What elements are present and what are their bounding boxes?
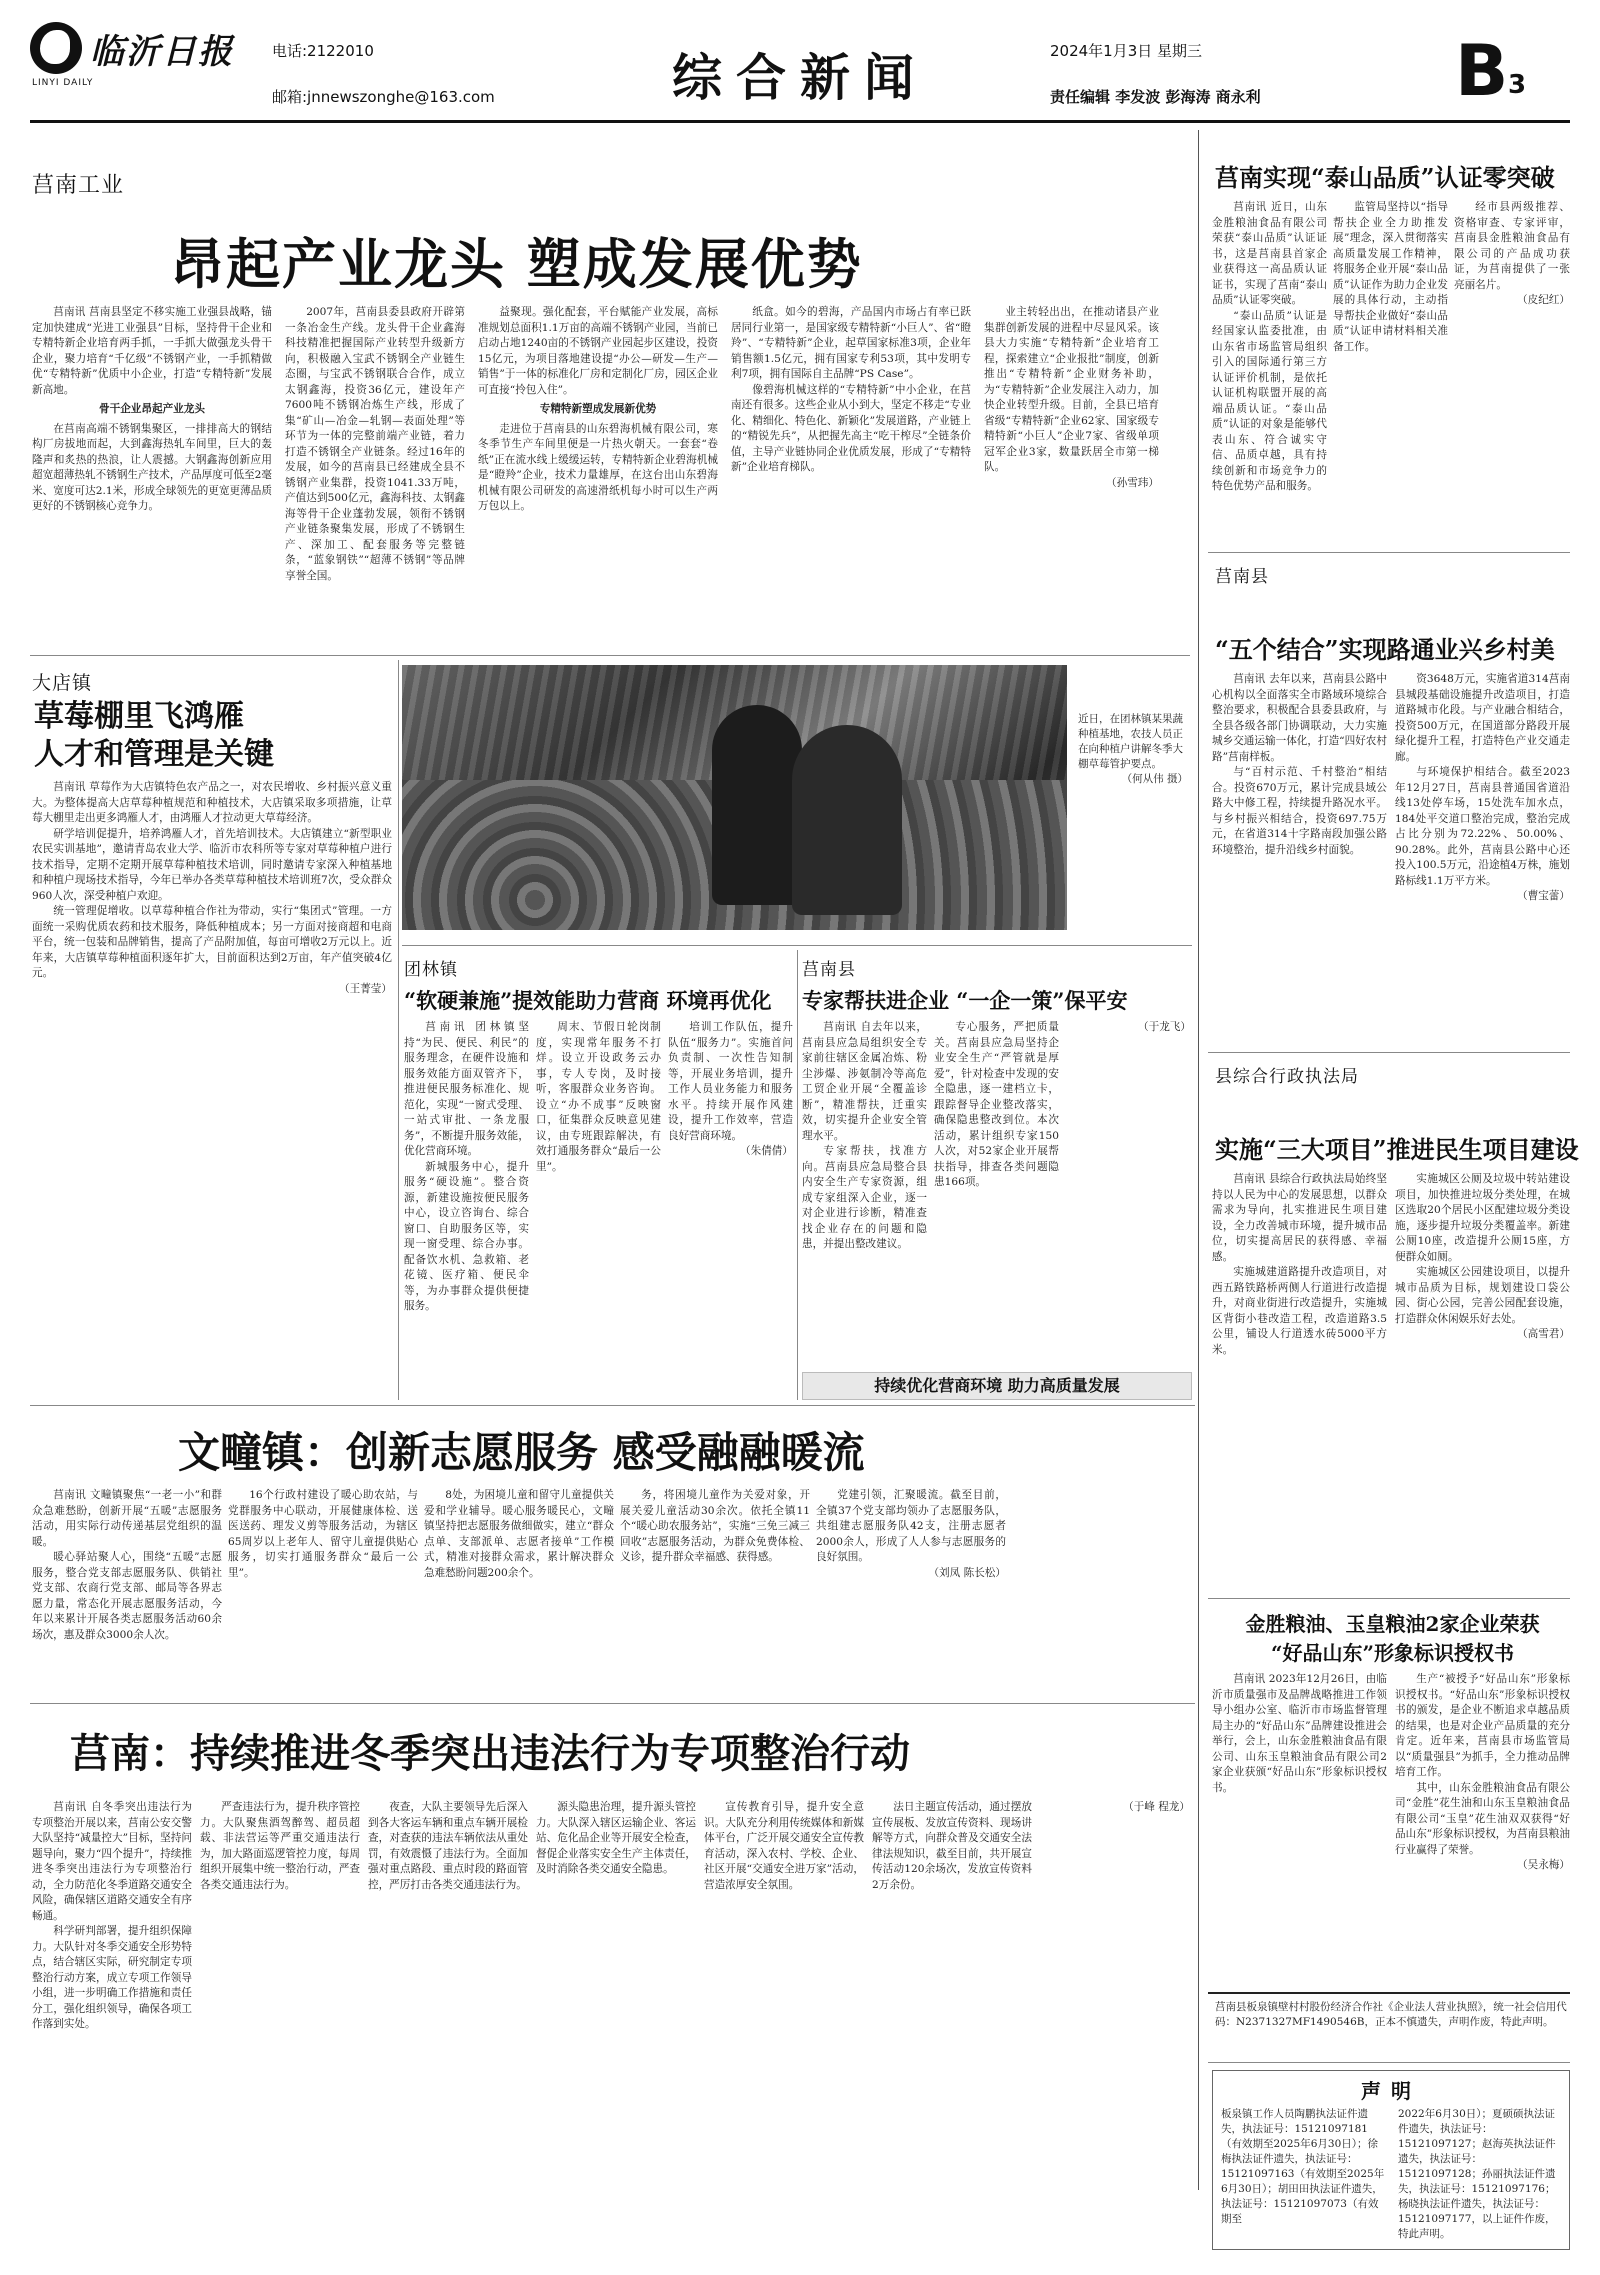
byline: （朱倩倩） — [740, 1145, 793, 1157]
page-letter: B — [1455, 30, 1509, 112]
byline: （皮纪红） — [1517, 294, 1570, 306]
paragraph: 益聚现。强化配套，平台赋能产业发展，高标准规划总面积1.1万亩的高端不锈钢产业园，当前已启动占地1240亩的不锈钢产业园起步区建设，投资15亿元，为项目落地建设提“办公—研发—生产—销售”于一体的标准化厂房和定制化厂房，园区企业可直接“拎包入住”。 — [478, 306, 718, 396]
section-divider — [1208, 552, 1570, 553]
page-number: 3 — [1508, 70, 1527, 100]
paragraph: 专家帮扶，找准方向。莒南县应急局整合县内安全生产专家资源，组成专家组深入企业，逐一对企业进行诊断，精准查找企业存在的问题和隐患，并提出整改建议。 — [802, 1145, 927, 1250]
paragraph: 周末、节假日轮岗制度，实现常年服务不打烊。设立开设政务云办事，专人专岗，及时接听，客服群众业务咨询。设立“办不成事”反映窗口，征集群众反映意见建议，由专班跟踪解决，有效打通服务群众“最后一公里”。 — [536, 1021, 661, 1173]
traffic-headline: 莒南：持续推进冬季突出违法行为专项整治行动 — [70, 1731, 910, 1777]
paragraph: 暖心驿站聚人心，围绕“五暖”志愿服务，整合党支部志愿服务队、供销社党支部、农商行党支部、邮局等各界志愿力量，常态化开展志愿服务活动，今年以来累计开展各类志愿服务活动60余场次，惠及群众3000余人次。 — [32, 1551, 222, 1641]
paragraph: 2007年，莒南县委县政府开辟第一条冶金生产线。龙头骨干企业鑫海科技精准把握国际产业转型升级新方向，积极融入宝武不锈钢全产业链生态圈，与宝武不锈钢联合合作，成立太钢鑫海，投资36亿元，建设年产7600吨不锈钢冶炼生产线，形成了集“矿山—冶金—轧钢—表面处理”等环节为一体的完整前端产业链，着力打造不锈钢全产业链条。经过16年的发展，如今的莒南县已经建成全县不锈钢产业集群，投资1041.33万吨，产值达到500亿元，鑫海科技、太钢鑫海等骨干企业蓬勃发展，领衔不锈钢产业链条聚集发展，形成了不锈钢生产、深加工、配套服务等完整链条，“蓝象钢铁”“超薄不锈钢”等品牌享誉全国。 — [285, 306, 465, 582]
section-divider — [1208, 1052, 1570, 1053]
byline: （孙雪玮） — [1106, 476, 1159, 489]
lead-subhead-2: 专精特新塑成发展新优势 — [539, 403, 657, 415]
wujiehe-col-2 — [1395, 672, 1570, 1047]
logo-english: LINYI DAILY — [32, 78, 94, 88]
strawberry-headline-line-2: 人才和管理是关键 — [34, 736, 274, 772]
wujiehe-headline: “五个结合”实现路通业兴乡村美 — [1215, 635, 1555, 664]
section-title: 综合新闻 — [672, 49, 928, 107]
tuanlin-col-3 — [668, 1020, 793, 1395]
paragraph: 莒南讯 自去年以来，莒南县应急局组织安全专家前往辖区金属冶炼、粉尘涉爆、涉氨制冷等高危工贸企业开展“全覆盖诊断”，精准帮扶，迁重实效，切实提升企业安全管理水平。 — [802, 1021, 927, 1142]
paragraph: 宣传教育引导，提升安全意识。大队充分利用传统媒体和新媒体平台，广泛开展交通安全宣传教育活动，深入农村、学校、企业、社区开展“交通安全进万家”活动，营造浓厚安全氛围。 — [704, 1801, 864, 1891]
strawberry-body — [32, 780, 392, 1400]
paragraph: 实施城区公园建设项目，以提升城市品质为目标，规划建设口袋公园、街心公园，完善公园配套设施，打造群众休闲娱乐好去处。 — [1395, 1266, 1570, 1325]
lead-column-1 — [32, 305, 272, 635]
byline: （于龙飞） — [1138, 1021, 1191, 1033]
tuanlin-headline: “软硬兼施”提效能助力营商 环境再优化 — [404, 988, 772, 1013]
paragraph: 在莒南高端不锈钢集聚区，一排排高大的钢结构厂房拔地而起，大到鑫海热轧车间里，巨大的轰隆声和炙热的热浪，让人震撼。大钢鑫海创新应用超宽超薄热轧不锈钢生产技术，产品厚度可低至2毫米、宽度可达2.1米，形成全球领先的更宽更薄品质更好的不锈钢核心竞争力。 — [32, 422, 272, 512]
declaration-title: 声明 — [1361, 2079, 1421, 2103]
taishan-col-3 — [1454, 200, 1570, 545]
issue-date: 2024年1月3日 星期三 — [1050, 42, 1203, 60]
sandaxiang-col-2 — [1395, 1172, 1570, 1592]
paragraph: 党建引领，汇聚暖流。截至目前，全镇37个党支部均领办了志愿服务队，共组建志愿服务队42支，注册志愿者2000余人，形成了人人参与志愿服务的良好氛围。 — [816, 1489, 1006, 1563]
editors-line: 责任编辑 李发波 彭海涛 商永利 — [1050, 88, 1261, 106]
paragraph: 莒南讯 文疃镇聚焦“一老一小”和群众急难愁盼，创新开展“五暖”志愿服务活动，用实际行动传递基层党组织的温暖。 — [32, 1489, 222, 1548]
sandaxiang-col-1 — [1212, 1172, 1387, 1592]
byline: （于峰 程龙） — [1123, 1801, 1190, 1813]
traffic-col-5 — [704, 1800, 864, 2250]
strawberry-kicker: 大店镇 — [32, 672, 93, 694]
masthead-phone: 电话:2122010 — [272, 42, 374, 60]
safety-col-2 — [934, 1020, 1059, 1370]
paragraph: 实施城区公厕及垃圾中转站建设项目，加快推进垃圾分类处理，在城区选取20个居民小区配建垃圾分类设施，逐步提升垃圾分类覆盖率。新建公厕10座，改造提升公厕15座，方便群众如厕。 — [1395, 1173, 1570, 1263]
paragraph: 严查违法行为，提升秩序管控力。大队聚焦酒驾醉驾、超员超载、非法营运等严重交通违法行为，加大路面巡逻管控力度，每周组织开展集中统一整治行动，严查各类交通违法行为。 — [200, 1801, 360, 1891]
section-divider — [402, 945, 1192, 946]
paragraph: 与环境保护相结合。截至2023年12月27日，莒南县普通国省道沿线13处停车场，15处洗车加水点，184处平交道口整治完成，整治完成占比分别为72.22%、50.00%、90.28%。此外，莒南县公路中心还投入100.5万元，沿途植4万株，施划路标线1.1万平方米。 — [1395, 766, 1570, 887]
tuanlin-col-2 — [536, 1020, 661, 1395]
paragraph: 务，将困境儿童作为关爱对象，开展关爱儿童活动30余次。依托全镇11个“暖心助农服务站”，实施“三免三减三回收”志愿服务活动，为群众免费体检、义诊，提升群众幸福感、获得感。 — [620, 1489, 810, 1563]
traffic-col-1 — [32, 1800, 192, 2250]
byline: （刘凤 陈长松） — [928, 1566, 1006, 1579]
wentong-col-1 — [32, 1488, 222, 1698]
section-divider — [1208, 1598, 1570, 1599]
column-divider — [797, 950, 798, 1400]
wentong-col-3 — [424, 1488, 614, 1698]
safety-headline: 专家帮扶进企业 “一企一策”保平安 — [802, 988, 1128, 1013]
paragraph: “泰山品质”认证是经国家认监委批准，由山东省市场监管局组织引入的国际通行第三方认证评价机制，是依托认证机构联盟开展的高端品质认证。“泰山品质”认证的对象是能够代表山东、符合诚实守信、品质卓越，具有持续创新和市场竞争力的特色优势产品和服务。 — [1212, 309, 1327, 492]
sandaxiang-headline: 实施“三大项目”推进民生项目建设 — [1215, 1135, 1579, 1164]
paragraph: 莒南讯 县综合行政执法局始终坚持以人民为中心的发展思想，以群众需求为导向，扎实推进民生项目建设，全力改善城市环境，提升城市品位，切实提高居民的获得感、幸福感。 — [1212, 1173, 1387, 1263]
safety-kicker: 莒南县 — [802, 960, 856, 980]
section-divider — [30, 1405, 1195, 1406]
paragraph: 经市县两级推荐、资格审查、专家评审，莒南县金胜粮油食品有限公司的产品成功获证，为莒南提供了一张亮丽名片。 — [1454, 201, 1570, 291]
declaration-col-2: 2022年6月30日）；夏硕硕执法证件遗失，执法证号：15121097127；赵海英执法证件遗失，执法证号：15121097128；孙丽执法证件遗失，执法证号：15121097176；杨晓执法证件遗失，执法证号：15121097177，以上证件作废，特此声明。 — [1398, 2108, 1556, 2240]
sandaxiang-kicker: 县综合行政执法局 — [1215, 1067, 1359, 1087]
paragraph: 莒南讯 莒南县坚定不移实施工业强县战略，锚定加快建成“光进工业强县”目标，坚持骨干企业和专精特新企业培育两手抓，一手抓大做强龙头骨干企业，聚力培育“千亿级”不锈钢产业，一手抓精做优“专精特新”优质中小企业，打造“专精特新”发展新高地。 — [32, 306, 272, 396]
declaration-col-1: 板泉镇工作人员陶鹏执法证件遗失，执法证号：15121097181（有效期至2025年6月30日）；徐梅执法证件遗失，执法证号：15121097163（有效期至2025年6月30日）；胡田田执法证件遗失，执法证号：15121097073（有效期至 — [1221, 2108, 1385, 2225]
section-divider — [30, 1703, 1195, 1704]
byline: （王菁莹） — [339, 982, 392, 995]
haopin-col-1 — [1212, 1672, 1387, 1987]
taishan-col-1 — [1212, 200, 1327, 545]
paragraph: 夜查，大队主要领导先后深入到各大客运车辆和重点车辆开展检查，对查获的违法车辆依法从重处罚，有效震慑了违法行为。全面加强对重点路段、重点时段的路面管控，严厉打击各类交通违法行为。 — [368, 1801, 528, 1891]
traffic-col-2 — [200, 1800, 360, 2250]
paragraph: 莒南讯 团林镇坚持“为民、便民、利民”的服务理念，在硬件设施和服务效能方面双管齐下，推进便民服务标准化、规范化，实现“一窗式受理、一站式审批、一条龙服务”，不断提升服务效能，优化营商环境。 — [404, 1021, 529, 1157]
photo-credit: （何从伟 摄） — [1121, 773, 1188, 785]
traffic-col-3 — [368, 1800, 528, 2250]
paragraph: 源头隐患治理，提升源头管控力。大队深入辖区运输企业、客运站、危化品企业等开展安全检查，督促企业落实安全生产主体责任，及时消除各类交通安全隐患。 — [536, 1801, 696, 1875]
wentong-col-5 — [816, 1488, 1006, 1698]
wujiehe-col-1 — [1212, 672, 1387, 1047]
paragraph: 莒南讯 去年以来，莒南县公路中心机构以全面落实全市路域环境综合整治要求，积极配合县委县政府，与全县各级各部门协调联动，大力实施城乡交通运输一体化，打造“四好农村路”莒南样板。 — [1212, 673, 1387, 763]
news-photo — [402, 665, 1067, 930]
wentong-col-4 — [620, 1488, 810, 1698]
paragraph: 像碧海机械这样的“专精特新”中小企业，在莒南还有很多。这些企业从小到大，坚定不移走“专业化、精细化、特色化、新颖化”发展道路，产业链上的“精锐先兵”，从把握先高主“吃干榨尽”全链条价值，主导产业链协同企业优质发展，形成了“专精特新”企业培育梯队。 — [731, 383, 971, 473]
paragraph: 科学研判部署，提升组织保障力。大队针对冬季交通安全形势特点，结合辖区实际，研究制定专项整治行动方案，成立专项工作领导小组，进一步明确工作措施和责任分工，强化组织领导，确保各项工作落到实处。 — [32, 1925, 192, 2030]
paragraph: 8处，为困境儿童和留守儿童提供关爱和学业辅导。暖心服务暖民心，文疃镇坚持把志愿服务做细做实，建立“群众点单、支部派单、志愿者接单”工作模式，精准对接群众需求，累计解决群众急难愁盼问题200余个。 — [424, 1489, 614, 1579]
wujiehe-kicker: 莒南县 — [1215, 567, 1269, 587]
taishan-col-2 — [1333, 200, 1448, 545]
lead-column-5 — [984, 305, 1159, 650]
section-divider — [1208, 1992, 1570, 1994]
lead-headline: 昂起产业龙头 塑成发展优势 — [170, 233, 863, 296]
paragraph: 业主转轻出出，在推动诸县产业集群创新发展的进程中尽显风采。该县大力实施“专精特新”企业培育工程，探索建立“企业报批”制度，创新推出“专精特新”企业财务补助，为“专精特新”企业发展注入动力，加快企业转型升级。目前，全县已培育省级“专精特新”企业62家、国家级专精特新“小巨人”企业7家、省级单项冠军企业3家，数量跃居全市第一梯队。 — [984, 306, 1159, 473]
paragraph: 法日主题宣传活动，通过摆放宣传展板、发放宣传资料、现场讲解等方式，向群众普及交通安全法律法规知识，截至目前，共开展宣传活动120余场次，发放宣传资料2万余份。 — [872, 1801, 1032, 1891]
lead-column-3 — [478, 305, 718, 635]
paragraph: 生产“被授予“好品山东”形象标识授权书。“好品山东”形象标识授权书的颁发，是企业不断追求卓越品质的结果，也是对企业产品质量的充分肯定。近年来，莒南县市场监管局以“质量强县”为抓手，全力推动品牌培育工作。 — [1395, 1673, 1570, 1778]
paragraph: 监管局坚持以“指导帮扶企业全力助推发展”理念，深入贯彻落实高质量发展工作精神，将服务企业开展“泰山品质”认证作为助力企业发展的具体行动，主动指导帮扶企业做好“泰山品质”认证申请材料相关准备工作。 — [1333, 201, 1448, 353]
declaration-box — [1212, 2070, 1570, 2250]
logo-title: 临沂日报 — [90, 31, 234, 72]
newspaper-logo-icon — [30, 22, 82, 74]
lead-column-2 — [285, 305, 465, 635]
traffic-col-7 — [1040, 1800, 1190, 2250]
paragraph: 莒南讯 2023年12月26日，由临沂市质量强市及品牌战略推进工作领导小组办公室、临沂市市场监督管理局主办的“好品山东”品牌建设推进会举行，会上，山东金胜粮油食品有限公司、山东玉皇粮油食品有限公司2家企业获颁“好品山东”形象标识授权书。 — [1212, 1673, 1387, 1794]
photo-person-1 — [712, 705, 802, 905]
byline: （吴永梅） — [1517, 1859, 1570, 1871]
masthead-logo — [30, 22, 234, 74]
paragraph: 莒南讯 草莓作为大店镇特色农产品之一，对农民增收、乡村振兴意义重大。为整体提高大店草莓种植规范和种植技术，大店镇采取多项措施，让草莓大棚里走出更多鸿雁人才，由鸿雁人才拉动更大草莓经济。 — [32, 781, 392, 824]
paragraph: 16个行政村建设了暖心助农站，与党群服务中心联动，开展健康体检、送医送药、理发义剪等服务活动，为辖区65周岁以上老年人、留守儿童提供贴心服务，切实打通服务群众“最后一公里”。 — [228, 1489, 418, 1579]
wentong-headline: 文疃镇：创新志愿服务 感受融融暖流 — [178, 1428, 865, 1477]
safety-col-3 — [1066, 1020, 1191, 1370]
paragraph: 其中，山东金胜粮油食品有限公司“金胜”花生油和山东玉皇粮油食品有限公司“玉皇”花生油双双获得“好品山东”形象标识授权，为莒南县粮油行业赢得了荣誉。 — [1395, 1781, 1570, 1856]
column-divider — [398, 660, 399, 1400]
paragraph: 新城服务中心，提升服务“硬设施”。整合资源，新建设施按便民服务中心，设立咨询台、综合窗口、自助服务区等，实现一窗受理、综合办事。配备饮水机、急救箱、老花镜、医疗箱、便民伞等，为办事群众提供便捷服务。 — [404, 1160, 529, 1312]
section-divider — [30, 655, 1190, 656]
paragraph: 专心服务，严把质量关。莒南县应急局坚持企业安全生产“严管就是厚爱”，针对检查中发现的安全隐患，逐一建档立卡，跟踪督导企业整改落实，确保隐患整改到位。本次活动，累计组织专家150人次，对52家企业开展帮扶指导，排查各类问题隐患166项。 — [934, 1021, 1059, 1188]
lead-column-4 — [731, 305, 971, 635]
haopin-col-2 — [1395, 1672, 1570, 1987]
tuanlin-kicker: 团林镇 — [404, 960, 458, 980]
photo-caption — [1078, 712, 1188, 787]
paragraph: 纸盒。如今的碧海，产品国内市场占有率已跃居同行业第一，是国家级专精特新“小巨人”、省“瞪羚”、“专精特新”企业，起草国家标准3项，企业年销售额1.5亿元，拥有国家专利53项，其中发明专利7项，拥有国际自主品牌“PS Case”。 — [731, 306, 971, 380]
byline: （高雪君） — [1517, 1328, 1570, 1340]
traffic-col-4 — [536, 1800, 696, 2250]
photo-person-2 — [792, 725, 902, 915]
safety-col-1 — [802, 1020, 927, 1370]
masthead-rule — [30, 120, 1570, 123]
paragraph: 实施城建道路提升改造项目，对西五路铁路桥两侧人行道进行改造提升，对商业街进行改造提升，实施城区背街小巷改造工程，改造道路3.5公里，铺设人行道透水砖5000平方米。 — [1212, 1266, 1387, 1356]
paragraph: 培训工作队伍，提升队伍“服务力”。实施首问负责制、一次性告知制等，开展业务培训，提升工作人员业务能力和服务水平。持续开展作风建设，提升工作效率，营造良好营商环境。 — [668, 1021, 793, 1142]
tuanlin-col-1 — [404, 1020, 529, 1395]
section-divider — [1208, 2062, 1570, 2063]
column-divider — [1198, 130, 1199, 2190]
strawberry-headline-line-1: 草莓棚里飞鸿雁 — [34, 699, 244, 734]
lead-kicker: 莒南工业 — [32, 173, 125, 198]
paragraph: 走进位于莒南县的山东碧海机械有限公司，寒冬季节生产车间里便是一片热火朝天。一套套“卷纸”正在流水线上缓缓运转，专精特新企业碧海机械是“瞪羚”企业，技术力量雄厚，在这台出山东碧海机械有限公司研发的高速滑纸机每小时可以生产两万包以上。 — [478, 422, 718, 512]
paragraph: 莒南讯 近日，山东金胜粮油食品有限公司荣获“泰山品质”认证证书，这是莒南县首家企业获得这一高品质认证证书，实现了莒南“泰山品质”认证零突破。 — [1212, 201, 1327, 306]
paragraph: 与“百村示范、千村整治”相结合。投资670万元，累计完成县域公路大中修工程，持续提升路况水平。与乡村振兴相结合，投资697.75万元，在省道314十字路南段加强公路环境整治，提升沿线乡村面貌。 — [1212, 766, 1387, 856]
haopin-headline — [1215, 1608, 1570, 1666]
byline: （曹宝蕾） — [1517, 890, 1570, 902]
lost-license-notice: 莒南县板泉镇壁村村股份经济合作社《企业法人营业执照》，统一社会信用代码：N2371327MF1490546B，正本不慎遗失，声明作废，特此声明。 — [1215, 2001, 1567, 2028]
paragraph: 统一管理促增收。以草莓种植合作社为带动，实行“集团式”管理。一方面统一采购优质农药和技术服务，降低种植成本；另一方面对接商超和电商平台，统一包装和品牌销售，提高了产品附加值，每亩可增收2万元以上。近年来，大店镇草莓种植面积逐年扩大，目前面积达到2万亩，年产值突破4亿元。 — [32, 905, 392, 979]
traffic-col-6 — [872, 1800, 1032, 2250]
masthead-email: 邮箱:jnnewszonghe@163.com — [272, 88, 495, 106]
paragraph: 研学培训促提升，培养鸿雁人才，首先培训技术。大店镇建立“新型职业农民实训基地”，邀请青岛农业大学、临沂市农科所等专家对草莓种植户进行技术指导，定期不定期开展草莓种植技术培训，同时邀请专家深入种植基地和种植户现场技术指导，今年已举办各类草莓种植技术培训班7次，受众群众960人次，深受种植户欢迎。 — [32, 827, 392, 902]
haopin-headline-line-2: “好品山东”形象标识授权书 — [1270, 1641, 1514, 1665]
strawberry-headline — [34, 698, 394, 773]
paragraph: 莒南讯 自冬季突出违法行为专项整治开展以来，莒南公安交警大队坚持“减量控大”目标，坚持问题导向，聚力“四个提升”，持续推进冬季突出违法行为专项整治行动，全力防范化冬季道路交通安全风险，确保辖区道路交通安全有序畅通。 — [32, 1801, 192, 1922]
photo-caption-text: 近日，在团林镇某果蔬种植基地，农技人员正在向种植户讲解冬季大棚草莓管护要点。 — [1078, 713, 1183, 770]
wentong-col-2 — [228, 1488, 418, 1698]
lead-subhead-1: 骨干企业昂起产业龙头 — [99, 403, 205, 415]
haopin-headline-line-1: 金胜粮油、玉皇粮油2家企业荣获 — [1245, 1612, 1540, 1636]
taishan-headline: 莒南实现“泰山品质”认证零突破 — [1215, 163, 1555, 192]
paragraph: 资3648万元，实施省道314莒南县城段基础设施提升改造项目，打造道路城市化段。与产业融合相结合，投资500万元，在国道部分路段开展绿化提升工程，打造特色产业交通走廊。 — [1395, 673, 1570, 763]
business-environment-banner: 持续优化营商环境 助力高质量发展 — [802, 1372, 1192, 1400]
